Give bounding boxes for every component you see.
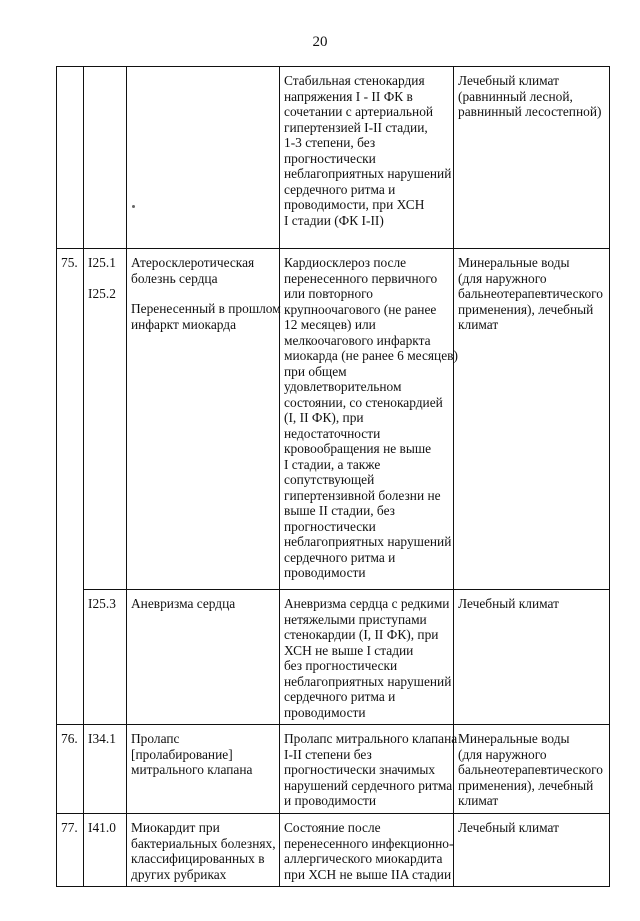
cell-text-line: неблагоприятных нарушений bbox=[284, 673, 452, 689]
cell-text-line: Кардиосклероз после bbox=[284, 255, 407, 270]
cell-text-line: (для наружного bbox=[458, 270, 547, 286]
cell-text-line: проводимости, при ХСН bbox=[284, 197, 425, 212]
table-row bbox=[57, 814, 610, 887]
cell-text-line: состоянии, со стенокардией bbox=[284, 394, 443, 410]
code-cell bbox=[84, 725, 127, 814]
disease-cell bbox=[127, 590, 280, 725]
cell-text-line: I стадии, а также bbox=[284, 456, 381, 472]
table-row bbox=[57, 67, 610, 249]
cell-text-line: бальнеотерапевтического bbox=[458, 286, 603, 301]
cell-text-line: крупноочагового (не ранее bbox=[284, 301, 437, 317]
factors-cell bbox=[454, 725, 610, 814]
disease-cell bbox=[127, 249, 280, 590]
cell-text-line: гипертензивной болезни не bbox=[284, 487, 441, 503]
cell-text-line: (для наружного bbox=[458, 746, 547, 762]
table-row bbox=[57, 590, 610, 725]
cell-text-line: сердечного ритма и bbox=[284, 549, 396, 565]
cell-text-line: перенесенного инфекционно- bbox=[284, 835, 454, 851]
cell-text-line: сердечного ритма и bbox=[284, 689, 396, 704]
code-text: I41.0 bbox=[88, 820, 116, 835]
cell-text-line: стенокардии (I, II ФК), при bbox=[284, 627, 439, 642]
cell-text-line: ХСН не выше I стадии bbox=[284, 642, 414, 658]
cell-text-line: классифицированных в bbox=[131, 851, 265, 866]
row-number-cell: 76. bbox=[57, 725, 84, 814]
condition-cell bbox=[280, 67, 454, 249]
cell-text-line: Минеральные воды bbox=[458, 731, 570, 746]
table-row bbox=[57, 249, 610, 590]
code-cell bbox=[84, 249, 127, 590]
cell-text-line: неблагоприятных нарушений bbox=[284, 166, 452, 181]
cell-text-line: Перенесенный в прошлом bbox=[131, 301, 281, 316]
cell-text-line: удовлетворительном bbox=[284, 379, 402, 394]
cell-text-line: равнинный лесостепной) bbox=[458, 104, 602, 119]
cell-text-line: нетяжелыми приступами bbox=[284, 611, 427, 627]
factors-cell bbox=[454, 67, 610, 249]
cell-text-line: сердечного ритма и bbox=[284, 181, 396, 197]
code-text: I25.2 bbox=[88, 285, 116, 301]
condition-cell bbox=[280, 590, 454, 725]
cell-text-line: нарушений сердечного ритма bbox=[284, 777, 453, 793]
code-cell bbox=[84, 67, 127, 249]
factors-cell bbox=[454, 249, 610, 590]
cell-text-line: бальнеотерапевтического bbox=[458, 762, 603, 777]
cell-text-line: [пролабирование] bbox=[131, 746, 233, 762]
condition-cell bbox=[280, 814, 454, 887]
table-row bbox=[57, 725, 610, 814]
cell-text-line: 12 месяцев) или bbox=[284, 317, 376, 332]
condition-cell bbox=[280, 725, 458, 814]
cell-text-line: Пролапс митрального клапана bbox=[284, 731, 458, 746]
row-number-cell bbox=[57, 67, 84, 249]
cell-text-line: I стадии (ФК I-II) bbox=[284, 212, 384, 228]
cell-text-line: других рубриках bbox=[131, 866, 227, 882]
row-number-cell: 75. bbox=[57, 249, 84, 725]
code-cell bbox=[84, 590, 127, 725]
cell-text-line: Лечебный климат bbox=[458, 820, 559, 835]
row-number-cell: 77. bbox=[57, 814, 84, 887]
cell-text-line: (равнинный лесной, bbox=[458, 88, 573, 104]
cell-text-line: Состояние после bbox=[284, 820, 381, 835]
cell-text-line: прогностически bbox=[284, 150, 376, 166]
cell-text-line: Атеросклеротическая bbox=[131, 255, 255, 270]
page-number: 20 bbox=[312, 34, 328, 50]
cell-text-line: при ХСН не выше IIA стадии bbox=[284, 866, 452, 882]
cell-text-line: Аневризма сердца с редкими bbox=[284, 596, 450, 611]
cell-text-line: климат bbox=[458, 793, 499, 808]
cell-text-line: Лечебный климат bbox=[458, 596, 559, 611]
cell-text-line: кровообращения не выше bbox=[284, 441, 432, 456]
cell-text-line: проводимости bbox=[284, 565, 366, 580]
cell-text-line: мелкоочагового инфаркта bbox=[284, 332, 431, 348]
disease-cell bbox=[127, 725, 280, 814]
factors-cell bbox=[454, 814, 610, 887]
disease-cell bbox=[127, 814, 280, 887]
cell-text-line: неблагоприятных нарушений bbox=[284, 534, 452, 549]
cell-text-line: 1-3 степени, без bbox=[284, 135, 376, 150]
cell-text-line: Лечебный климат bbox=[458, 73, 559, 88]
code-text: I25.1 bbox=[88, 255, 116, 270]
cell-text-line: без прогностически bbox=[284, 658, 398, 673]
cell-text-line: напряжения I - II ФК в bbox=[284, 88, 413, 104]
cell-text-line: (I, II ФК), при bbox=[284, 410, 364, 425]
cell-text-line: Минеральные воды bbox=[458, 255, 570, 270]
cell-text-line: применения), лечебный bbox=[458, 301, 594, 317]
cell-text-line: Миокардит при bbox=[131, 820, 220, 835]
cell-text-line: проводимости bbox=[284, 704, 366, 720]
cell-text-line: прогностически bbox=[284, 518, 376, 534]
disease-cell bbox=[127, 67, 280, 249]
code-text: I25.3 bbox=[88, 596, 116, 611]
cell-text-line: митрального клапана bbox=[131, 762, 253, 777]
cell-text-line: прогностически значимых bbox=[284, 762, 436, 777]
cell-text-line: сочетании с артериальной bbox=[284, 104, 434, 119]
code-text: I34.1 bbox=[88, 731, 116, 746]
cell-text-line: или повторного bbox=[284, 286, 373, 301]
cell-text-line: Аневризма сердца bbox=[131, 596, 236, 611]
cell-text-line: выше II стадии, без bbox=[284, 503, 395, 518]
cell-text-line: сопутствующей bbox=[284, 472, 375, 487]
cell-text-line: и проводимости bbox=[284, 793, 377, 808]
cell-text-line: аллергического миокардита bbox=[284, 851, 443, 866]
cell-text-line: миокарда (не ранее 6 месяцев) bbox=[284, 348, 458, 363]
treatment-table bbox=[56, 66, 610, 887]
scan-speck bbox=[132, 205, 135, 208]
code-cell bbox=[84, 814, 127, 887]
cell-text-line: применения), лечебный bbox=[458, 777, 594, 793]
cell-text-line: при общем bbox=[284, 363, 347, 379]
cell-text-line: Пролапс bbox=[131, 731, 180, 746]
cell-text-line: гипертензией I-II стадии, bbox=[284, 119, 428, 135]
condition-cell bbox=[280, 249, 458, 590]
cell-text-line: инфаркт миокарда bbox=[131, 316, 237, 332]
cell-text-line: недостаточности bbox=[284, 425, 381, 441]
cell-text-line: болезнь сердца bbox=[131, 270, 218, 286]
cell-text-line: бактериальных болезнях, bbox=[131, 835, 276, 851]
cell-text-line: перенесенного первичного bbox=[284, 270, 438, 286]
cell-text-line: I-II степени без bbox=[284, 746, 372, 762]
factors-cell bbox=[454, 590, 610, 725]
cell-text-line: климат bbox=[458, 317, 499, 332]
cell-text-line: Стабильная стенокардия bbox=[284, 73, 425, 88]
